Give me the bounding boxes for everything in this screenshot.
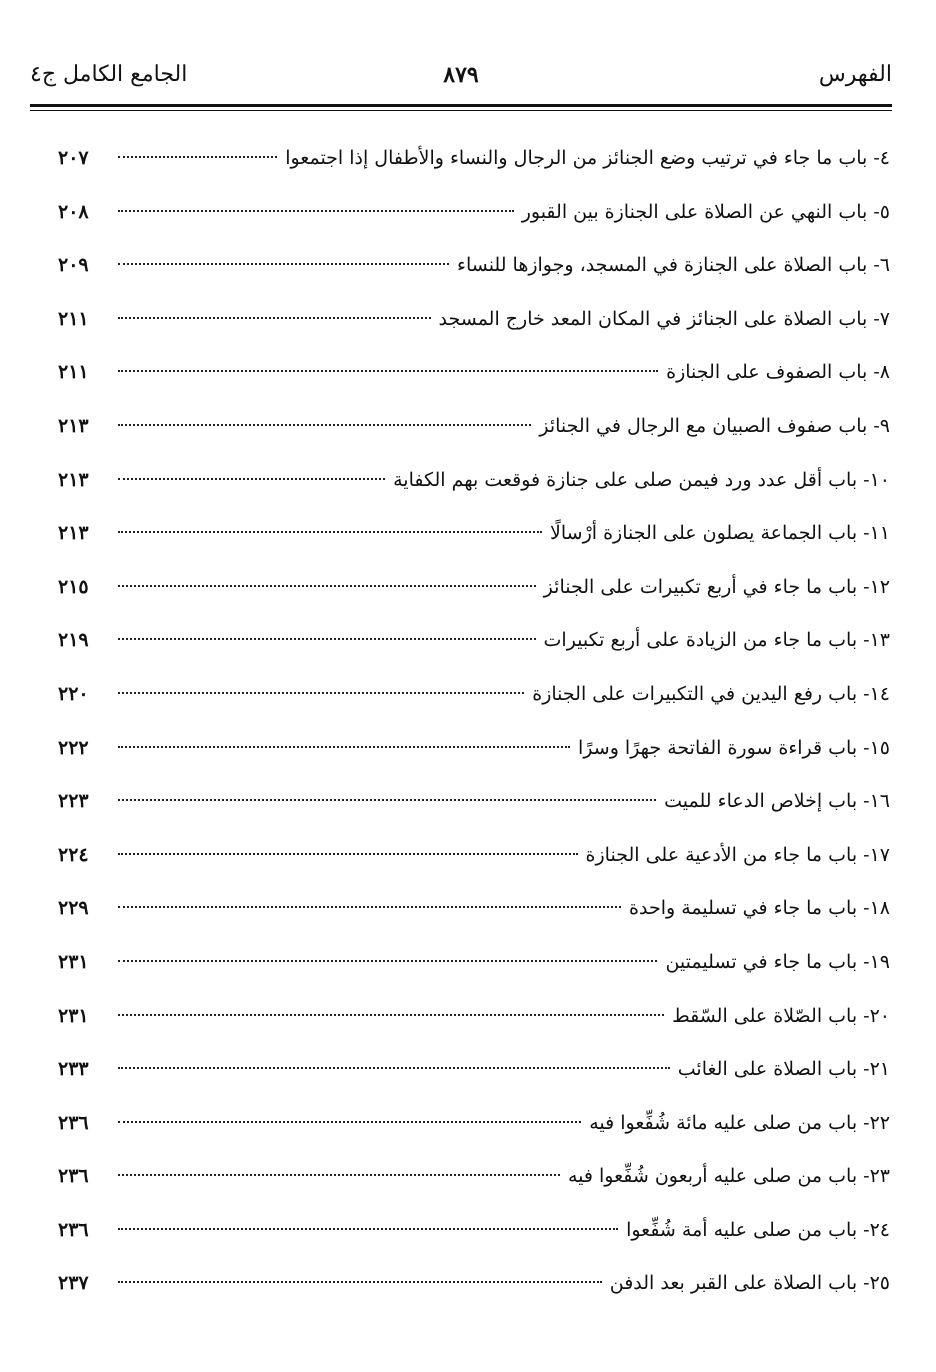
toc-entry-page: ٢٣١	[58, 950, 89, 973]
toc-entry	[58, 781, 890, 835]
dot-leader	[118, 263, 449, 265]
header-rule-thick	[30, 104, 892, 107]
toc-entry-page: ٢٢٩	[58, 897, 89, 920]
dot-leader	[118, 424, 531, 426]
dot-leader	[118, 638, 536, 640]
toc-entry	[58, 460, 890, 514]
dot-leader	[118, 210, 514, 212]
toc-entry	[58, 245, 890, 299]
dot-leader	[118, 799, 656, 801]
toc-entry	[58, 942, 890, 996]
toc-entry	[58, 567, 890, 621]
toc-entry-page: ٢٣١	[58, 1004, 89, 1027]
toc-entry-title: ١٧- باب ما جاء من الأدعية على الجنازة	[585, 843, 890, 866]
dot-leader	[118, 746, 570, 748]
toc-entry-page: ٢٢٣	[58, 790, 89, 813]
book-title: الجامع الكامل ج٤	[30, 62, 188, 87]
toc-entry-title: ١٠- باب أقل عدد ورد فيمن صلى على جنازة فوقعت بهم الكفاية	[393, 468, 890, 491]
dot-leader	[118, 1121, 581, 1123]
toc-entry	[58, 1049, 890, 1103]
page-number: ٨٧٩	[443, 62, 479, 88]
toc-entry	[58, 888, 890, 942]
toc-entry-title: ١١- باب الجماعة يصلون على الجنازة أرْسالًا	[550, 522, 890, 545]
toc-entry-title: ٤- باب ما جاء في ترتيب وضع الجنائز من الرجال والنساء والأطفال إذا اجتمعوا	[285, 147, 890, 169]
toc-entry	[58, 138, 890, 192]
toc-entry	[58, 1103, 890, 1157]
toc-entry-page: ٢٠٧	[58, 147, 89, 169]
toc-entry-page: ٢٢٢	[58, 736, 89, 759]
toc-entry-page: ٢٣٦	[58, 1165, 89, 1188]
toc-entry-page: ٢٣٦	[58, 1111, 89, 1134]
toc-entry	[58, 1210, 890, 1264]
toc-entry-title: ١٣- باب ما جاء من الزيادة على أربع تكبيرات	[543, 629, 890, 652]
toc-entry-page: ٢١٥	[58, 575, 89, 598]
toc-entry-title: ٢٤- باب من صلى عليه أمة شُفِّعوا	[626, 1218, 890, 1241]
toc-entry-page: ٢١٣	[58, 522, 89, 545]
toc-entry-title: ٢٢- باب من صلى عليه مائة شُفِّعوا فيه	[589, 1111, 890, 1134]
dot-leader	[118, 1281, 602, 1283]
toc-entry-title: ١٤- باب رفع اليدين في التكبيرات على الجنازة	[532, 682, 890, 705]
toc-entry	[58, 513, 890, 567]
dot-leader	[118, 1228, 618, 1230]
toc-entry-page: ٢٠٨	[58, 200, 89, 223]
running-header	[30, 62, 892, 102]
dot-leader	[118, 1014, 664, 1016]
toc-entry-title: ١٨- باب ما جاء في تسليمة واحدة	[629, 897, 890, 920]
toc-entry	[58, 1156, 890, 1210]
toc-entry-title: ١٦- باب إخلاص الدعاء للميت	[664, 790, 890, 813]
toc-entry	[58, 620, 890, 674]
toc-entry	[58, 406, 890, 460]
toc-entry-title: ٧- باب الصلاة على الجنائز في المكان المعد خارج المسجد	[438, 307, 890, 330]
dot-leader	[118, 906, 621, 908]
table-of-contents	[58, 138, 890, 1317]
toc-entry-title: ٢١- باب الصلاة على الغائب	[677, 1058, 890, 1081]
toc-entry-title: ١٢- باب ما جاء في أربع تكبيرات على الجنائز	[543, 575, 890, 598]
toc-entry-page: ٢١٩	[58, 629, 89, 652]
toc-entry	[58, 996, 890, 1050]
toc-entry	[58, 1263, 890, 1317]
toc-entry-title: ١٥- باب قراءة سورة الفاتحة جهرًا وسرًا	[578, 736, 890, 759]
toc-entry-page: ٢٠٩	[58, 254, 89, 277]
dot-leader	[118, 370, 658, 372]
toc-entry-title: ٢٥- باب الصلاة على القبر بعد الدفن	[609, 1272, 890, 1295]
toc-entry-title: ٦- باب الصلاة على الجنازة في المسجد، وجوازها للنساء	[457, 254, 890, 277]
toc-entry-title: ٢٣- باب من صلى عليه أربعون شُفِّعوا فيه	[567, 1165, 890, 1188]
section-title: الفهرس	[818, 62, 892, 87]
toc-entry-page: ٢١٣	[58, 468, 89, 491]
toc-entry-title: ٥- باب النهي عن الصلاة على الجنازة بين القبور	[521, 200, 890, 223]
toc-entry-page: ٢١٣	[58, 414, 89, 437]
dot-leader	[118, 692, 524, 694]
toc-entry-title: ٩- باب صفوف الصبيان مع الرجال في الجنائز	[539, 414, 890, 437]
toc-entry	[58, 835, 890, 889]
dot-leader	[118, 585, 536, 587]
toc-entry-page: ٢٣٣	[58, 1058, 89, 1081]
toc-entry	[58, 674, 890, 728]
dot-leader	[118, 1174, 560, 1176]
dot-leader	[118, 1067, 670, 1069]
toc-entry-page: ٢٣٧	[58, 1272, 89, 1295]
toc-entry-page: ٢٢٤	[58, 843, 89, 866]
toc-entry-page: ٢١١	[58, 361, 89, 384]
dot-leader	[118, 478, 385, 480]
toc-entry-page: ٢٢٠	[58, 682, 89, 705]
dot-leader	[118, 317, 431, 319]
dot-leader	[118, 853, 578, 855]
toc-entry-page: ٢١١	[58, 307, 89, 330]
dot-leader	[118, 960, 657, 962]
toc-entry-title: ١٩- باب ما جاء في تسليمتين	[665, 950, 890, 973]
header-rule-thin	[30, 110, 892, 111]
dot-leader	[118, 156, 277, 158]
toc-entry	[58, 352, 890, 406]
toc-entry	[58, 299, 890, 353]
toc-entry-title: ٢٠- باب الصّلاة على السّقط	[672, 1004, 890, 1027]
dot-leader	[118, 531, 542, 533]
toc-entry	[58, 192, 890, 246]
toc-entry	[58, 728, 890, 782]
toc-entry-page: ٢٣٦	[58, 1218, 89, 1241]
toc-entry-title: ٨- باب الصفوف على الجنازة	[666, 361, 890, 384]
